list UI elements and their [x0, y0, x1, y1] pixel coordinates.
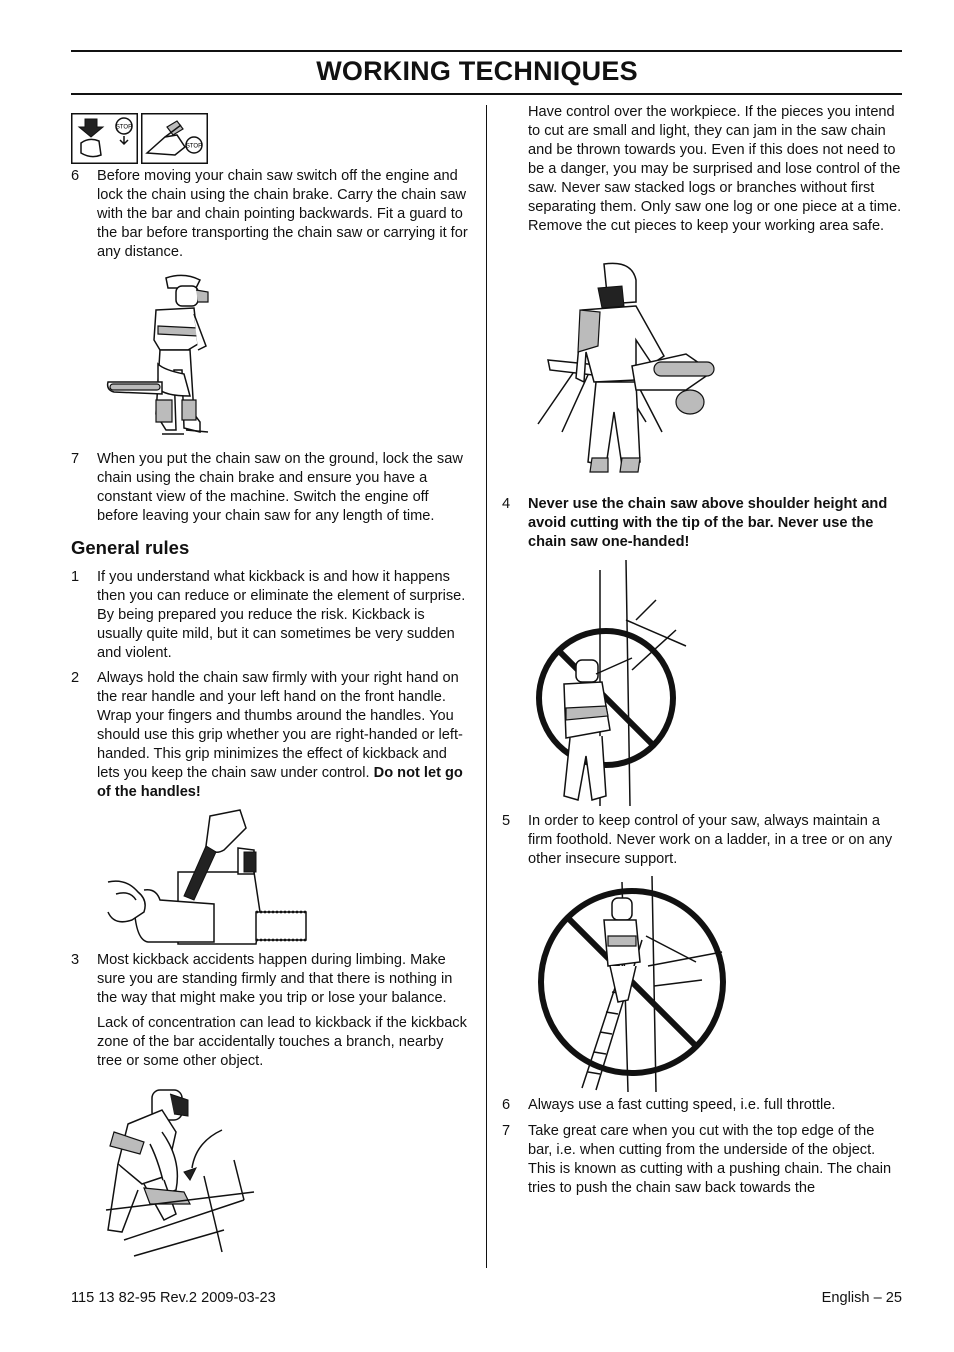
above-shoulder-prohibited-illustration	[536, 560, 686, 806]
item-number: 6	[71, 168, 80, 184]
item-number: 2	[71, 670, 80, 686]
top-rule	[71, 50, 902, 52]
ladder-prohibited-illustration	[536, 876, 730, 1092]
workpiece-control-paragraph: Have control over the workpiece. If the pieces you intend to cut are small and light, they can jam in the saw chain and be thrown towards you. Even if this does not need to be a danger, you may be surprised and lose control of the saw. Never saw stacked logs or branches without first separating them. Only saw one log or one piece at a time. Remove the cut pieces to keep your working area safe.	[528, 104, 902, 234]
stop-label-1: STOP	[115, 124, 133, 131]
item-text: Always use a fast cutting speed, i.e. full throttle.	[528, 1097, 836, 1113]
two-hand-grip-illustration	[104, 808, 310, 948]
page-title: WORKING TECHNIQUES	[316, 56, 638, 86]
carrying-saw-illustration	[104, 270, 216, 448]
item-number: 4	[502, 496, 511, 512]
item-number: 7	[71, 451, 80, 467]
item-number: 1	[71, 569, 80, 585]
item-number: 7	[502, 1123, 511, 1139]
chain-brake-icon	[141, 113, 208, 164]
item-text: If you understand what kickback is and how it happens then you can reduce or eliminate the element of surprise. By being prepared you reduce the risk. Kickback is usually quite mild, but it can sometimes be very sudden and violent.	[97, 569, 466, 661]
page-number: English – 25	[821, 1290, 902, 1306]
item-number: 6	[502, 1097, 511, 1113]
general-rules-heading: General rules	[71, 537, 190, 558]
column-divider	[486, 105, 487, 1268]
rule-2-text: Always hold the chain saw firmly with your right hand on the rear handle and your left hand on the front handle. Wrap your fingers and thumbs around the handles. You should use this grip whether you are right-handed or left-handed. This grip minimizes the effect of kickback and lets you keep the chain saw under control.	[97, 670, 463, 781]
item-text: In order to keep control of your saw, always maintain a firm foothold. Never work on a ladder, in a tree or on any other insecure support.	[528, 813, 893, 867]
item-text	[97, 669, 471, 802]
title-underline	[71, 93, 902, 95]
document-id: 115 13 82-95 Rev.2 2009-03-23	[71, 1290, 276, 1306]
item-text: Take great care when you cut with the top edge of the bar, i.e. when cutting from the underside of the object. This is known as cutting with a pushing chain. The chain tries to push the chain saw back towards the	[528, 1123, 892, 1196]
stop-engine-icon	[71, 113, 138, 164]
item-text: When you put the chain saw on the ground, lock the saw chain using the chain brake and ensure you have a constant view of the machine. Switch the engine off before leaving your chain saw for any length of time.	[97, 451, 463, 524]
limbing-illustration	[104, 1080, 256, 1256]
sawhorse-cutting-illustration	[536, 262, 730, 492]
rule-3-continuation: Lack of concentration can lead to kickback if the kickback zone of the bar accidentally touches a branch, nearby tree or some other object.	[97, 1015, 467, 1069]
item-number: 3	[71, 952, 80, 968]
item-text: Before moving your chain saw switch off the engine and lock the chain using the chain brake. Carry the chain saw with the bar and chain pointing backwards. Fit a guard to the bar before transporting the chain saw or carrying it for any distance.	[97, 168, 468, 260]
item-text: Most kickback accidents happen during limbing. Make sure you are standing firmly and that there is nothing in the way that might make you trip or lose your balance.	[97, 952, 453, 1006]
item-text: Never use the chain saw above shoulder height and avoid cutting with the tip of the bar. Never use the chain saw one-handed!	[528, 496, 888, 550]
rule-2-bold-warning: Do not let go of the handles!	[97, 765, 463, 800]
stop-label-2: STOP	[185, 143, 203, 150]
item-number: 5	[502, 813, 511, 829]
